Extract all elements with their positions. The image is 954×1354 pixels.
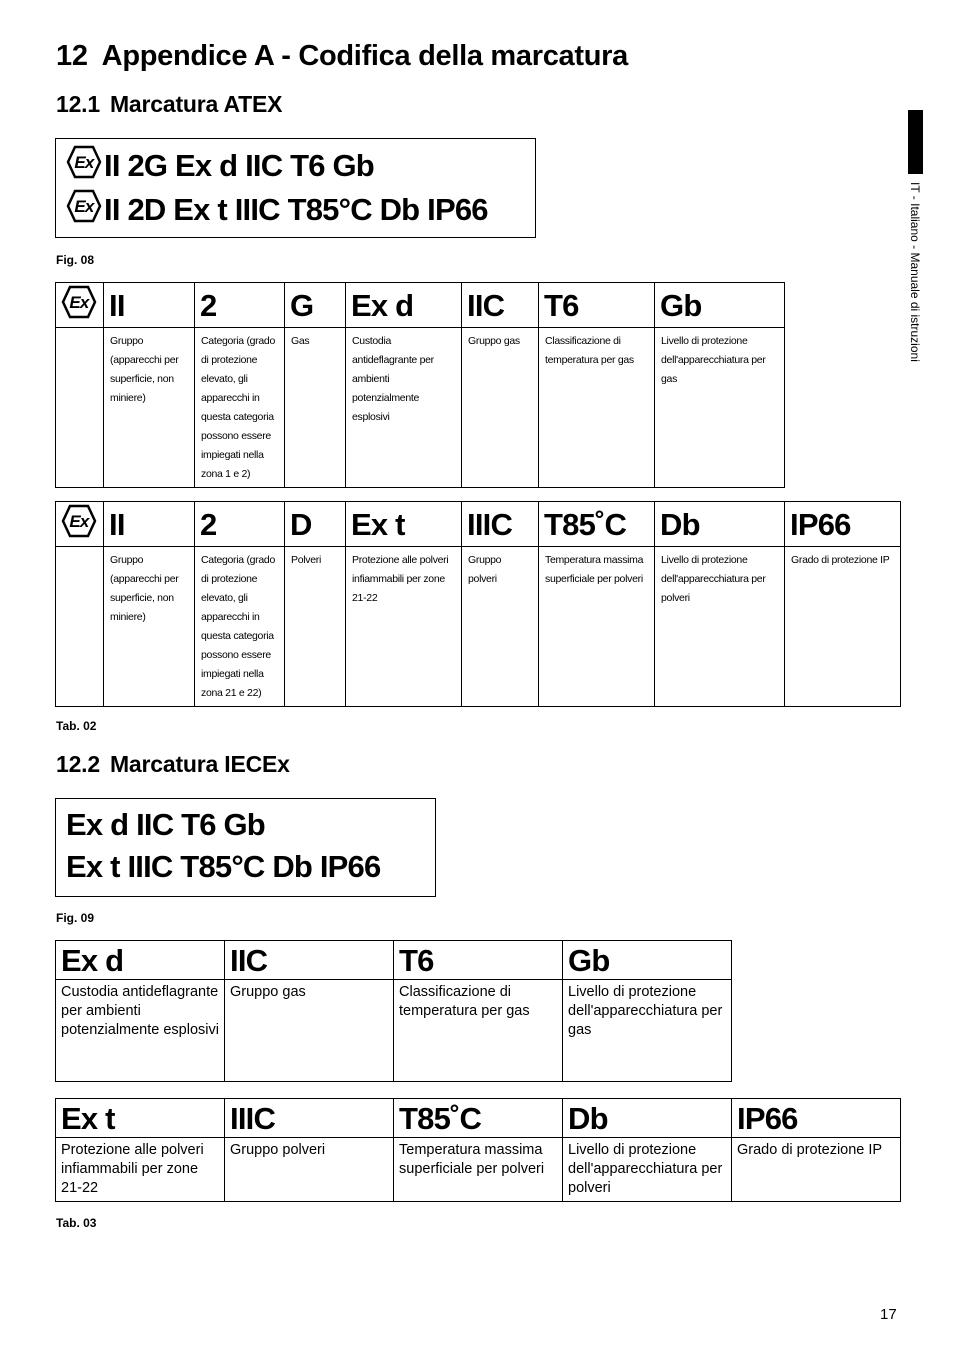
code-cell: T85˚C <box>394 1099 563 1138</box>
svg-text:Ex: Ex <box>74 153 94 172</box>
chapter-title: Appendice A - Codifica della marcatura <box>101 40 628 72</box>
desc-cell: Gruppo (apparecchi per superficie, non miniere) <box>104 328 195 488</box>
code-cell: Gb <box>563 941 732 980</box>
table-caption: Tab. 03 <box>56 1216 97 1230</box>
iecex-marking-box <box>55 798 436 897</box>
ex-hexagon-icon <box>61 504 97 546</box>
desc-cell: Gruppo polveri <box>462 547 539 707</box>
code-cell: IIIC <box>225 1099 394 1138</box>
code-cell: G <box>285 283 346 328</box>
marking-text: II 2G Ex d IIC T6 Gb <box>104 148 374 183</box>
desc-cell: Livello di protezione dell'apparecchiatura per gas <box>563 980 732 1082</box>
desc-cell: Gruppo (apparecchi per superficie, non miniere) <box>104 547 195 707</box>
ex-hexagon-icon <box>66 189 104 231</box>
atex-marking-box <box>55 138 536 238</box>
desc-cell: Classificazione di temperatura per gas <box>394 980 563 1082</box>
desc-cell: Temperatura massima superficiale per polveri <box>394 1138 563 1202</box>
code-cell: IIC <box>225 941 394 980</box>
section-title: Marcatura ATEX <box>109 91 283 117</box>
language-tab-marker <box>908 110 923 174</box>
code-cell: IIC <box>462 283 539 328</box>
code-cell: Ex d <box>346 283 462 328</box>
code-cell: Ex d <box>56 941 225 980</box>
desc-cell: Classificazione di temperatura per gas <box>539 328 655 488</box>
code-cell-icon <box>56 283 104 328</box>
desc-cell <box>56 547 104 707</box>
code-cell-icon <box>56 502 104 547</box>
code-cell: T6 <box>394 941 563 980</box>
code-cell: IP66 <box>732 1099 901 1138</box>
marking-text: Ex t IIIC T85°C Db IP66 <box>66 849 381 884</box>
section-number: 12.1 <box>56 91 100 117</box>
desc-cell: Custodia antideflagrante per ambienti potenzialmente esplosivi <box>56 980 225 1082</box>
svg-text:Ex: Ex <box>74 197 94 216</box>
desc-cell: Polveri <box>285 547 346 707</box>
ex-hexagon-icon <box>61 285 97 327</box>
svg-text:Ex: Ex <box>69 293 89 312</box>
code-cell: 2 <box>195 283 285 328</box>
page-number: 17 <box>880 1306 897 1323</box>
desc-cell: Gas <box>285 328 346 488</box>
desc-cell: Grado di protezione IP <box>785 547 901 707</box>
iecex-gas-table <box>55 940 732 1082</box>
code-cell: Ex t <box>346 502 462 547</box>
atex-gas-table <box>55 282 785 488</box>
atex-dust-table <box>55 501 901 707</box>
desc-cell: Protezione alle polveri infiammabili per zone 21-22 <box>56 1138 225 1202</box>
section-title: Marcatura IECEx <box>109 751 290 777</box>
code-cell: II <box>104 283 195 328</box>
desc-cell: Livello di protezione dell'apparecchiatura per polveri <box>563 1138 732 1202</box>
atex-marking-line-gas <box>66 145 374 187</box>
section-iecex-heading <box>56 751 290 778</box>
desc-cell: Protezione alle polveri infiammabili per zone 21-22 <box>346 547 462 707</box>
sidebar-label: IT - Italiano - Manuale di istruzioni <box>908 182 922 362</box>
desc-cell: Gruppo gas <box>462 328 539 488</box>
desc-cell: Livello di protezione dell'apparecchiatura per polveri <box>655 547 785 707</box>
page-title <box>56 40 628 73</box>
code-cell: T6 <box>539 283 655 328</box>
code-cell: II <box>104 502 195 547</box>
code-cell: Db <box>655 502 785 547</box>
chapter-number: 12 <box>56 40 88 72</box>
section-number: 12.2 <box>56 751 100 777</box>
iecex-marking-line-gas <box>66 807 265 843</box>
table-caption: Tab. 02 <box>56 719 97 733</box>
figure-caption: Fig. 09 <box>56 911 95 925</box>
figure-caption: Fig. 08 <box>56 253 95 267</box>
code-cell: IIIC <box>462 502 539 547</box>
atex-marking-line-dust <box>66 189 488 231</box>
svg-text:Ex: Ex <box>69 512 89 531</box>
code-cell: Ex t <box>56 1099 225 1138</box>
desc-cell <box>56 328 104 488</box>
desc-cell: Gruppo polveri <box>225 1138 394 1202</box>
desc-cell: Custodia antideflagrante per ambienti potenzialmente esplosivi <box>346 328 462 488</box>
marking-text: II 2D Ex t IIIC T85°C Db IP66 <box>104 192 488 227</box>
iecex-dust-table <box>55 1098 901 1202</box>
desc-cell: Categoria (grado di protezione elevato, gli apparecchi in questa categoria possono essere impiegati nella zona 21 e 22) <box>195 547 285 707</box>
desc-cell: Categoria (grado di protezione elevato, gli apparecchi in questa categoria possono essere impiegati nella zona 1 e 2) <box>195 328 285 488</box>
code-cell: Db <box>563 1099 732 1138</box>
desc-cell: Gruppo gas <box>225 980 394 1082</box>
code-cell: Gb <box>655 283 785 328</box>
marking-text: Ex d IIC T6 Gb <box>66 807 265 842</box>
desc-cell: Grado di protezione IP <box>732 1138 901 1202</box>
desc-cell: Livello di protezione dell'apparecchiatura per gas <box>655 328 785 488</box>
desc-cell: Temperatura massima superficiale per polveri <box>539 547 655 707</box>
code-cell: 2 <box>195 502 285 547</box>
language-sidebar <box>908 182 923 422</box>
code-cell: IP66 <box>785 502 901 547</box>
code-cell: T85˚C <box>539 502 655 547</box>
iecex-marking-line-dust <box>66 849 380 885</box>
section-atex-heading <box>56 91 282 118</box>
ex-hexagon-icon <box>66 145 104 187</box>
code-cell: D <box>285 502 346 547</box>
